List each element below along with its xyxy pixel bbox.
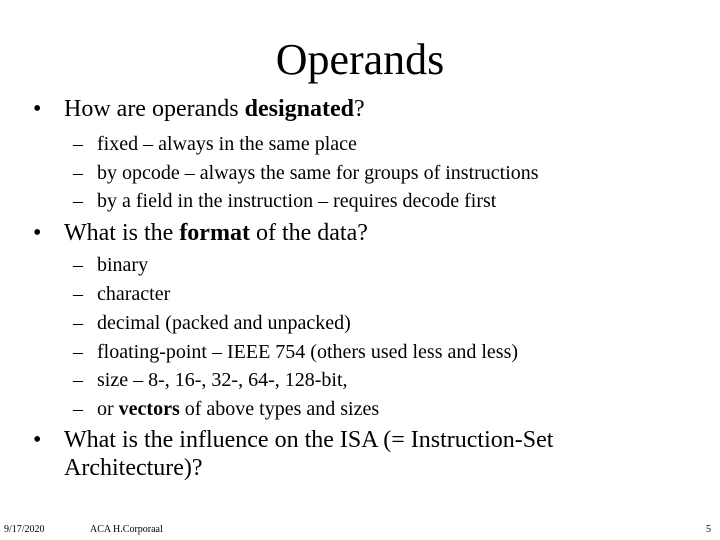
dash-symbol: – <box>73 312 83 334</box>
dash-symbol: – <box>73 190 83 212</box>
bullet-designated <box>33 95 365 123</box>
dash-symbol: – <box>73 398 83 420</box>
bullet-symbol: • <box>33 427 42 453</box>
slide-title: Operands <box>275 35 445 84</box>
footer-author: ACA H.Corporaal <box>90 524 163 535</box>
sub-item: – fixed – always in the same place <box>73 130 357 159</box>
sub-item: – character <box>73 280 170 309</box>
bullet-text: What is the format of the data? <box>64 220 368 246</box>
dash-symbol: – <box>73 369 83 391</box>
sub-item: – floating-point – IEEE 754 (others used less and less) <box>73 338 518 367</box>
sub-item: – by a field in the instruction – requires decode first <box>73 187 496 216</box>
dash-symbol: – <box>73 254 83 276</box>
sub-item: – size – 8-, 16-, 32-, 64-, 128-bit, <box>73 366 348 395</box>
sub-item: – binary <box>73 251 148 280</box>
dash-symbol: – <box>73 133 83 155</box>
footer-date: 9/17/2020 <box>4 524 45 535</box>
bullet-isa <box>33 426 664 482</box>
footer-page-number: 5 <box>706 524 711 535</box>
sub-item: – or vectors of above types and sizes <box>73 395 379 424</box>
bullet-text: What is the influence on the ISA (= Instruction-Set Architecture)? <box>64 427 554 481</box>
dash-symbol: – <box>73 283 83 305</box>
bullet-format <box>33 219 368 247</box>
sub-item: – decimal (packed and unpacked) <box>73 309 351 338</box>
sub-item: – by opcode – always the same for groups of instructions <box>73 159 539 188</box>
bullet-symbol: • <box>33 96 42 122</box>
bullet-symbol: • <box>33 220 42 246</box>
dash-symbol: – <box>73 162 83 184</box>
dash-symbol: – <box>73 341 83 363</box>
bullet-text: How are operands designated? <box>64 96 365 122</box>
